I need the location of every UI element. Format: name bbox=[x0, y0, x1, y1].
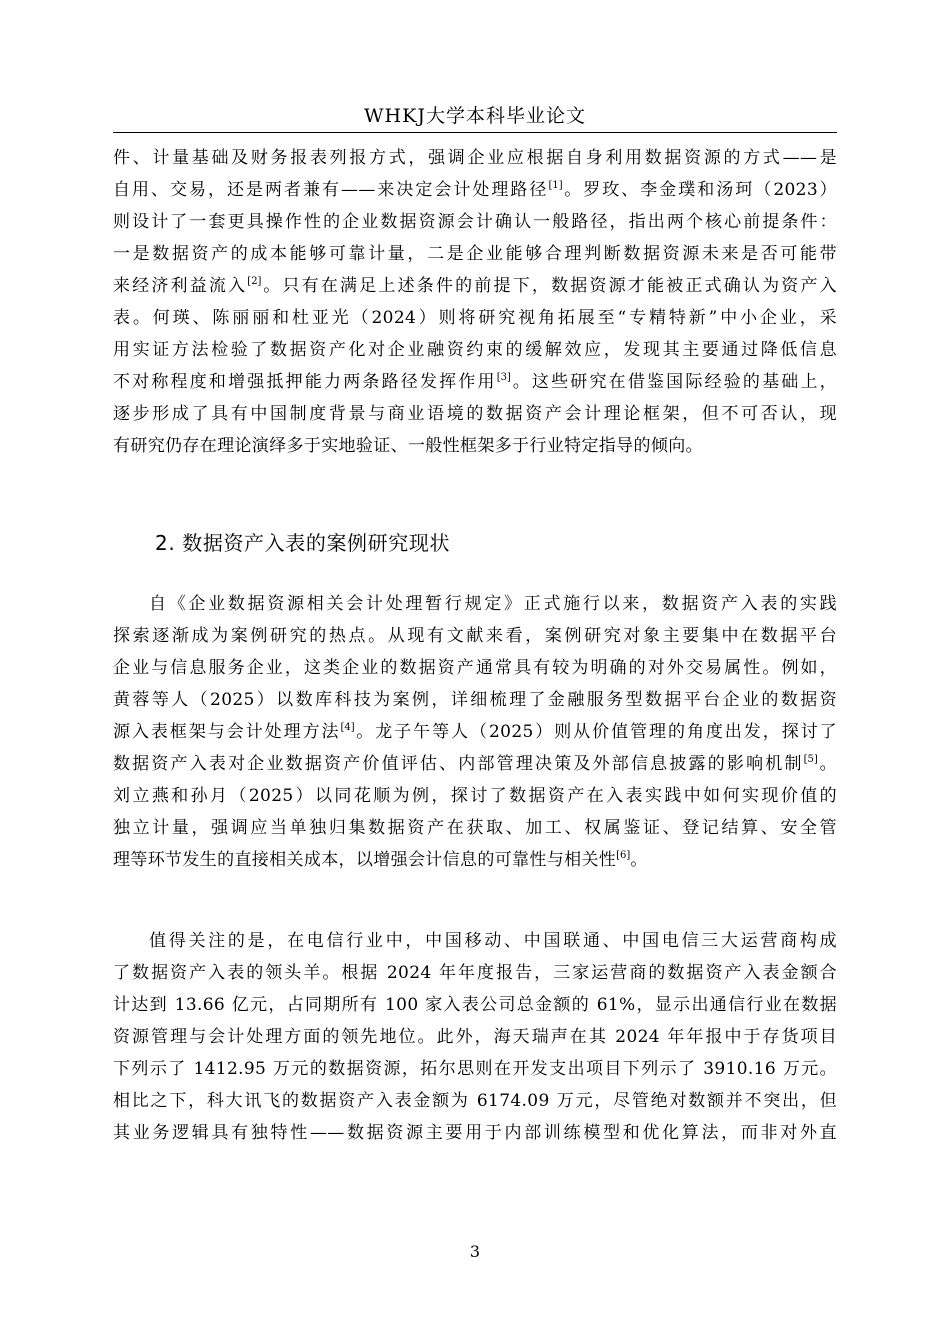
text-line: 刘立燕和孙月（2025）以同花顺为例，探讨了数据资产在入表实践中如何实现价值的 bbox=[113, 786, 837, 806]
text-line: 计达到 13.66 亿元，占同期所有 100 家入表公司总金额的 61%，显示出通信行业在数据 bbox=[113, 995, 837, 1015]
citation-ref[interactable]: [2] bbox=[247, 276, 262, 287]
citation-ref[interactable]: [6] bbox=[616, 850, 631, 861]
text-line: 值得关注的是，在电信行业中，中国移动、中国联通、中国电信三大运营商构成 bbox=[149, 931, 837, 951]
text-line: 用实证方法检验了数据资产化对企业融资约束的缓解效应，发现其主要通过降低信息 bbox=[113, 340, 837, 360]
citation-ref[interactable]: [4] bbox=[340, 722, 355, 733]
text-line: 资源管理与会计处理方面的领先地位。此外，海天瑞声在其 2024 年年报中于存货项目 bbox=[113, 1027, 837, 1047]
text-line: 黄蓉等人（2025）以数库科技为案例，详细梳理了金融服务型数据平台企业的数据资 bbox=[113, 690, 837, 710]
text-line: 源入表框架与会计处理方法[4]。龙子午等人（2025）则从价值管理的角度出发，探讨了 bbox=[113, 722, 838, 742]
text-line: 理等环节发生的直接相关成本，以增强会计信息的可靠性与相关性[6]。 bbox=[113, 850, 648, 870]
text-line: 下列示了 1412.95 万元的数据资源，拓尔思则在开发支出项目下列示了 3910.16 万元。 bbox=[113, 1059, 837, 1079]
text-line: 来经济利益流入[2]。只有在满足上述条件的前提下，数据资源才能被正式确认为资产入 bbox=[113, 276, 838, 296]
text-line: 不对称程度和增强抵押能力两条路径发挥作用[3]。这些研究在借鉴国际经验的基础上， bbox=[113, 372, 838, 392]
paragraph-1 bbox=[113, 142, 837, 462]
text-line: 逐步形成了具有中国制度背景与商业语境的数据资产会计理论框架，但不可否认，现 bbox=[113, 404, 837, 424]
page-number: 3 bbox=[469, 1242, 481, 1261]
text-line: 自《企业数据资源相关会计处理暂行规定》正式施行以来，数据资产入表的实践 bbox=[149, 594, 837, 614]
running-header: WHKJ大学本科毕业论文 bbox=[364, 105, 586, 127]
text-line: 其业务逻辑具有独特性——数据资源主要用于内部训练模型和优化算法，而非对外直 bbox=[113, 1123, 837, 1143]
header-rule bbox=[113, 132, 837, 133]
text-line: 表。何瑛、陈丽丽和杜亚光（2024）则将研究视角拓展至“专精特新”中小企业，采 bbox=[113, 308, 837, 328]
text-line: 件、计量基础及财务报表列报方式，强调企业应根据自身利用数据资源的方式——是 bbox=[113, 148, 837, 168]
citation-ref[interactable]: [5] bbox=[803, 754, 818, 765]
paragraph-2 bbox=[113, 588, 837, 876]
text-line: 一是数据资产的成本能够可靠计量，二是企业能够合理判断数据资源未来是否可能带 bbox=[113, 244, 837, 264]
section-heading: 2. 数据资产入表的案例研究现状 bbox=[155, 531, 451, 555]
paragraph-3 bbox=[113, 925, 837, 1149]
text-line: 了数据资产入表的领头羊。根据 2024 年年度报告，三家运营商的数据资产入表金额合 bbox=[113, 963, 837, 983]
citation-ref[interactable]: [1] bbox=[548, 180, 563, 191]
text-line: 企业与信息服务企业，这类企业的数据资产通常具有较为明确的对外交易属性。例如， bbox=[113, 658, 837, 678]
text-line: 探索逐渐成为案例研究的热点。从现有文献来看，案例研究对象主要集中在数据平台 bbox=[113, 626, 837, 646]
text-line: 相比之下，科大讯飞的数据资产入表金额为 6174.09 万元，尽管绝对数额并不突出，但 bbox=[113, 1091, 837, 1111]
citation-ref[interactable]: [3] bbox=[496, 372, 511, 383]
text-line: 数据资产入表对企业数据资产价值评估、内部管理决策及外部信息披露的影响机制[5]。 bbox=[113, 754, 837, 774]
text-line: 独立计量，强调应当单独归集数据资产在获取、加工、权属鉴证、登记结算、安全管 bbox=[113, 818, 837, 838]
text-line: 有研究仍存在理论演绎多于实地验证、一般性框架多于行业特定指导的倾向。 bbox=[113, 436, 703, 456]
text-line: 则设计了一套更具操作性的企业数据资源会计确认一般路径，指出两个核心前提条件： bbox=[113, 212, 837, 232]
text-line: 自用、交易，还是两者兼有——来决定会计处理路径[1]。罗玫、李金璞和汤珂（2023） bbox=[113, 180, 837, 200]
